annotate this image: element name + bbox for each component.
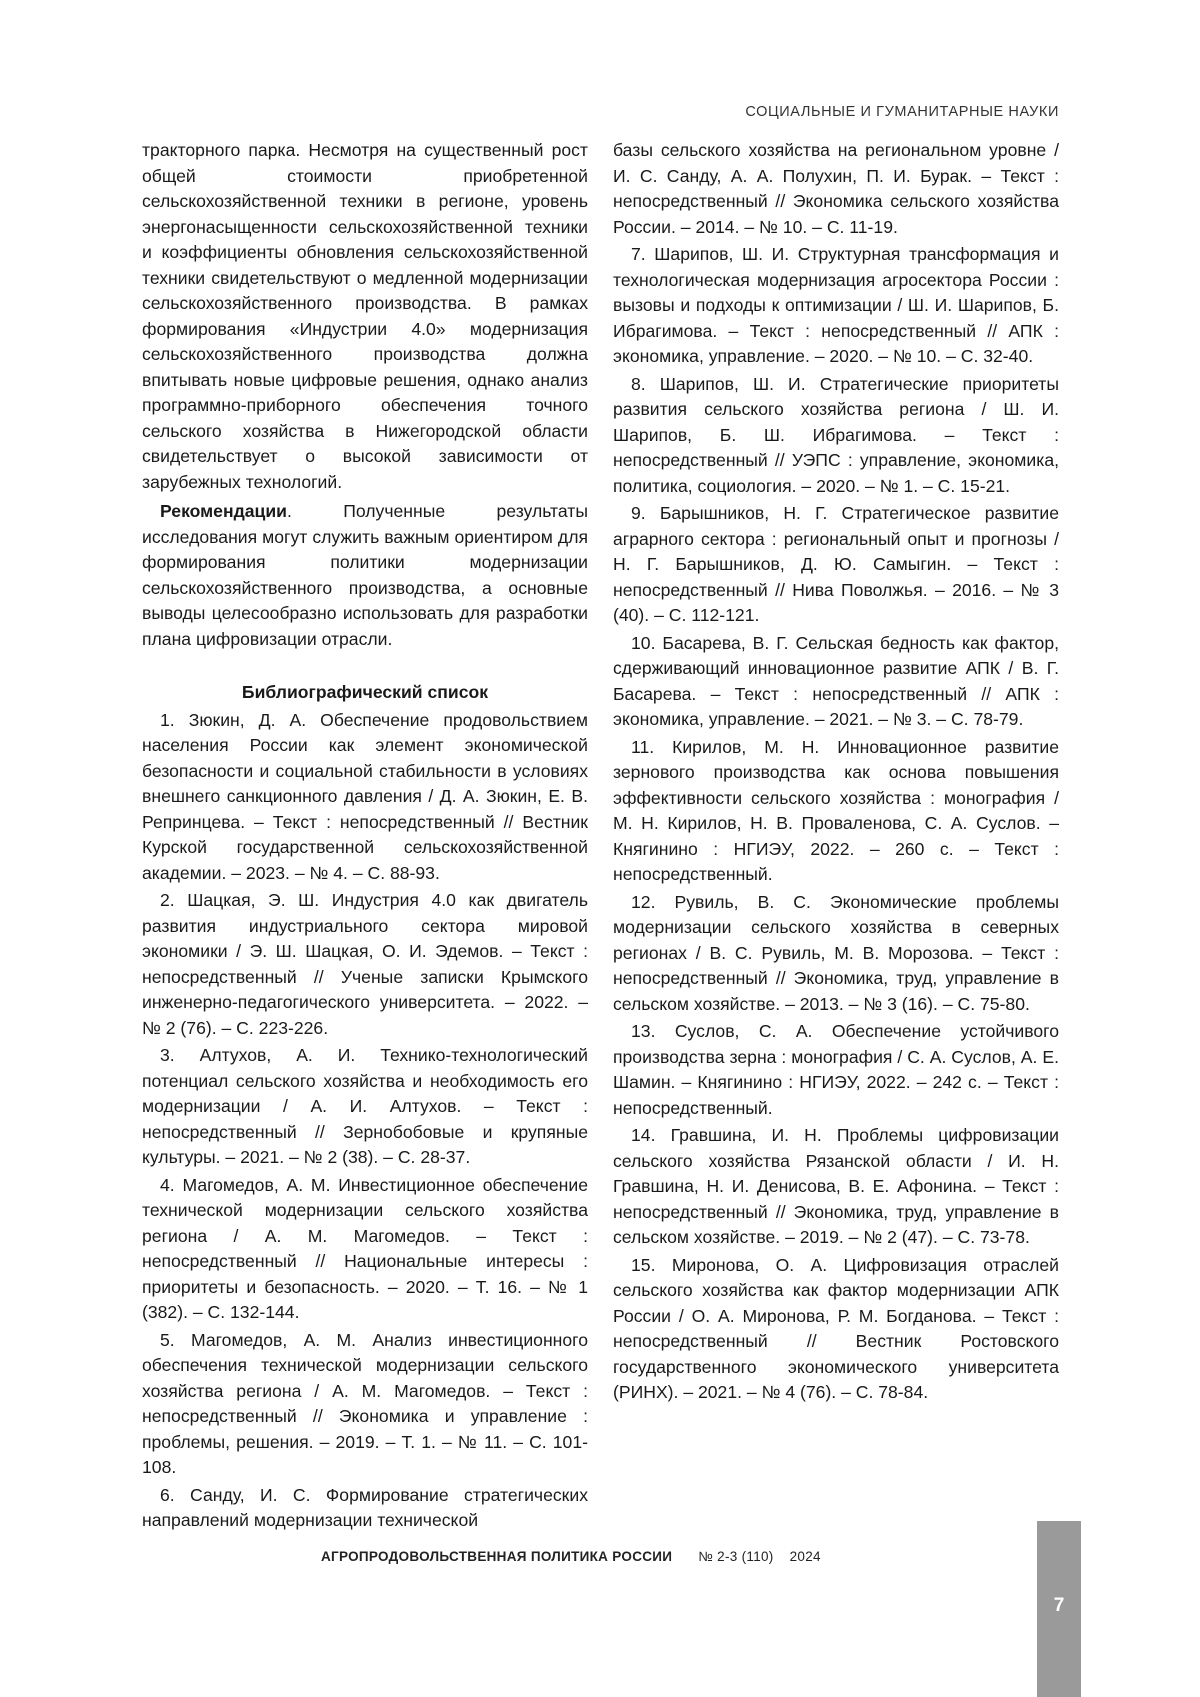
reference-item: 15. Миронова, О. А. Цифровизация отраслей сельского хозяйства как фактор модернизации АПК России / О. А. Миронова, Р. М. Богданова. – Текст : непосредственный // Вестник Ростовского государственного экономического университета (РИНХ). – 2021. – № 4 (76). – С. 78-84. [613, 1254, 1059, 1402]
reference-item: 4. Магомедов, А. М. Инвестиционное обеспечение технической модернизации сельского хозяйства региона / А. М. Магомедов. – Текст : непосредственный // Национальные интересы : приоритеты и безопасность. – 2020. – Т. 16. – № 1 (382). – С. 132-144. [142, 1174, 588, 1322]
reference-item: 9. Барышников, Н. Г. Стратегическое развитие аграрного сектора : региональный опыт и прогнозы / Н. Г. Барышников, Д. Ю. Самыгин. – Текст : непосредственный // Нива Поволжья. – 2016. – № 3 (40). – С. 112-121. [613, 503, 1059, 625]
reference-item: 2. Шацкая, Э. Ш. Индустрия 4.0 как двигатель развития индустриального сектора мировой экономики / Э. Ш. Шацкая, О. И. Эдемов. – Текст : непосредственный // Ученые записки Крымского инженерно-педагогического университета. – 2022. – № 2 (76). – С. 223-226. [142, 890, 588, 1038]
reference-item: 3. Алтухов, А. И. Технико-технологический потенциал сельского хозяйства и необходимость его модернизации / А. И. Алтухов. – Текст : непосредственный // Зернобобовые и крупяные культуры. – 2021. – № 2 (38). – С. 28-37. [142, 1045, 588, 1167]
body-paragraph: тракторного парка. Несмотря на существенный рост общей стоимости приобретенной сельскохозяйственной техники в регионе, уровень энергонасыщенности сельскохозяйственной техники и коэффициенты обновления сельскохозяйственной техники свидетельствуют о медленной модернизации сельскохозяйственного производства. В рамках формирования «Индустрии 4.0» модернизация сельскохозяйственного производства должна впитывать новые цифровые решения, однако анализ программно-приборного обеспечения точного сельского хозяйства в Нижегородской области свидетельствует о высокой зависимости от зарубежных технологий. [142, 140, 588, 492]
running-header: СОЦИАЛЬНЫЕ И ГУМАНИТАРНЫЕ НАУКИ [745, 104, 1059, 120]
reference-item: 10. Басарева, В. Г. Сельская бедность как фактор, сдерживающий инновационное развитие АПК / В. Г. Басарева. – Текст : непосредственный // АПК : экономика, управление. – 2021. – № 3. – С. 78-79. [613, 632, 1059, 729]
reference-item: 8. Шарипов, Ш. И. Стратегические приоритеты развития сельского хозяйства региона / Ш. И. Шарипов, Б. Ш. Ибрагимова. – Текст : непосредственный // УЭПС : управление, экономика, политика, социология. – 2020. – № 1. – С. 15-21. [613, 373, 1059, 496]
bibliography-title: Библиографический список [241, 682, 489, 702]
recommendations-label: Рекомендации [160, 501, 287, 521]
reference-item-continued: базы сельского хозяйства на региональном уровне / И. С. Санду, А. А. Полухин, П. И. Бурак. – Текст : непосредственный // Экономика сельского хозяйства России. – 2014. – № 10. – С. 11-19. [613, 140, 1059, 237]
page-number: 7 [1053, 1595, 1065, 1616]
running-footer [321, 1549, 821, 1564]
issue-number: № 2-3 (110) [698, 1549, 774, 1564]
reference-item: 12. Рувиль, В. С. Экономические проблемы модернизации сельского хозяйства в северных регионах / В. С. Рувиль, М. В. Морозова. – Текст : непосредственный // Экономика, труд, управление в сельском хозяйстве. – 2013. – № 3 (16). – С. 75-80. [613, 891, 1059, 1014]
reference-item: 6. Санду, И. С. Формирование стратегических направлений модернизации технической [142, 1484, 588, 1530]
reference-item: 5. Магомедов, А. М. Анализ инвестиционного обеспечения технической модернизации сельского хозяйства региона / А. М. Магомедов. – Текст : непосредственный // Экономика и управление : проблемы, решения. – 2019. – Т. 1. – № 11. – С. 101-108. [142, 1329, 588, 1477]
reference-item: 13. Суслов, С. А. Обеспечение устойчивого производства зерна : монография / С. А. Суслов, А. Е. Шамин. – Княгинино : НГИЭУ, 2022. – 242 с. – Текст : непосредственный. [613, 1021, 1059, 1118]
reference-item: 1. Зюкин, Д. А. Обеспечение продовольствием населения России как элемент экономической безопасности и социальной стабильности в условиях внешнего санкционного давления / Д. А. Зюкин, Е. В. Репринцева. – Текст : непосредственный // Вестник Курской государственной сельскохозяйственной академии. – 2023. – № 4. – С. 88-93. [142, 709, 588, 883]
journal-name: АГРОПРОДОВОЛЬСТВЕННАЯ ПОЛИТИКА РОССИИ [321, 1549, 673, 1564]
reference-item: 11. Кирилов, М. Н. Инновационное развитие зернового производства как основа повышения эффективности сельского хозяйства : монография / М. Н. Кирилов, Н. В. Проваленова, С. А. Суслов. – Княгинино : НГИЭУ, 2022. – 260 с. – Текст : непосредственный. [613, 736, 1059, 884]
left-column [142, 138, 588, 1534]
reference-item: 14. Гравшина, И. Н. Проблемы цифровизации сельского хозяйства Рязанской области / И. Н. Гравшина, Н. И. Денисова, В. Е. Афонина. – Текст : непосредственный // Экономика, труд, управление в сельском хозяйстве. – 2019. – № 2 (47). – С. 73-78. [613, 1125, 1059, 1247]
right-column [613, 138, 1059, 1406]
recommendations-text: . Полученные результаты исследования могут служить важным ориентиром для формирования политики модернизации сельскохозяйственного производства, а основные выводы целесообразно использовать для разработки плана цифровизации отрасли. [142, 501, 588, 649]
reference-item: 7. Шарипов, Ш. И. Структурная трансформация и технологическая модернизация агросектора России : вызовы и подходы к оптимизации / Ш. И. Шарипов, Б. Ибрагимова. – Текст : непосредственный // АПК : экономика, управление. – 2020. – № 10. – С. 32-40. [613, 244, 1059, 366]
issue-year: 2024 [789, 1549, 821, 1564]
recommendations-paragraph [142, 499, 588, 652]
page-number-tab [1037, 1521, 1081, 1697]
